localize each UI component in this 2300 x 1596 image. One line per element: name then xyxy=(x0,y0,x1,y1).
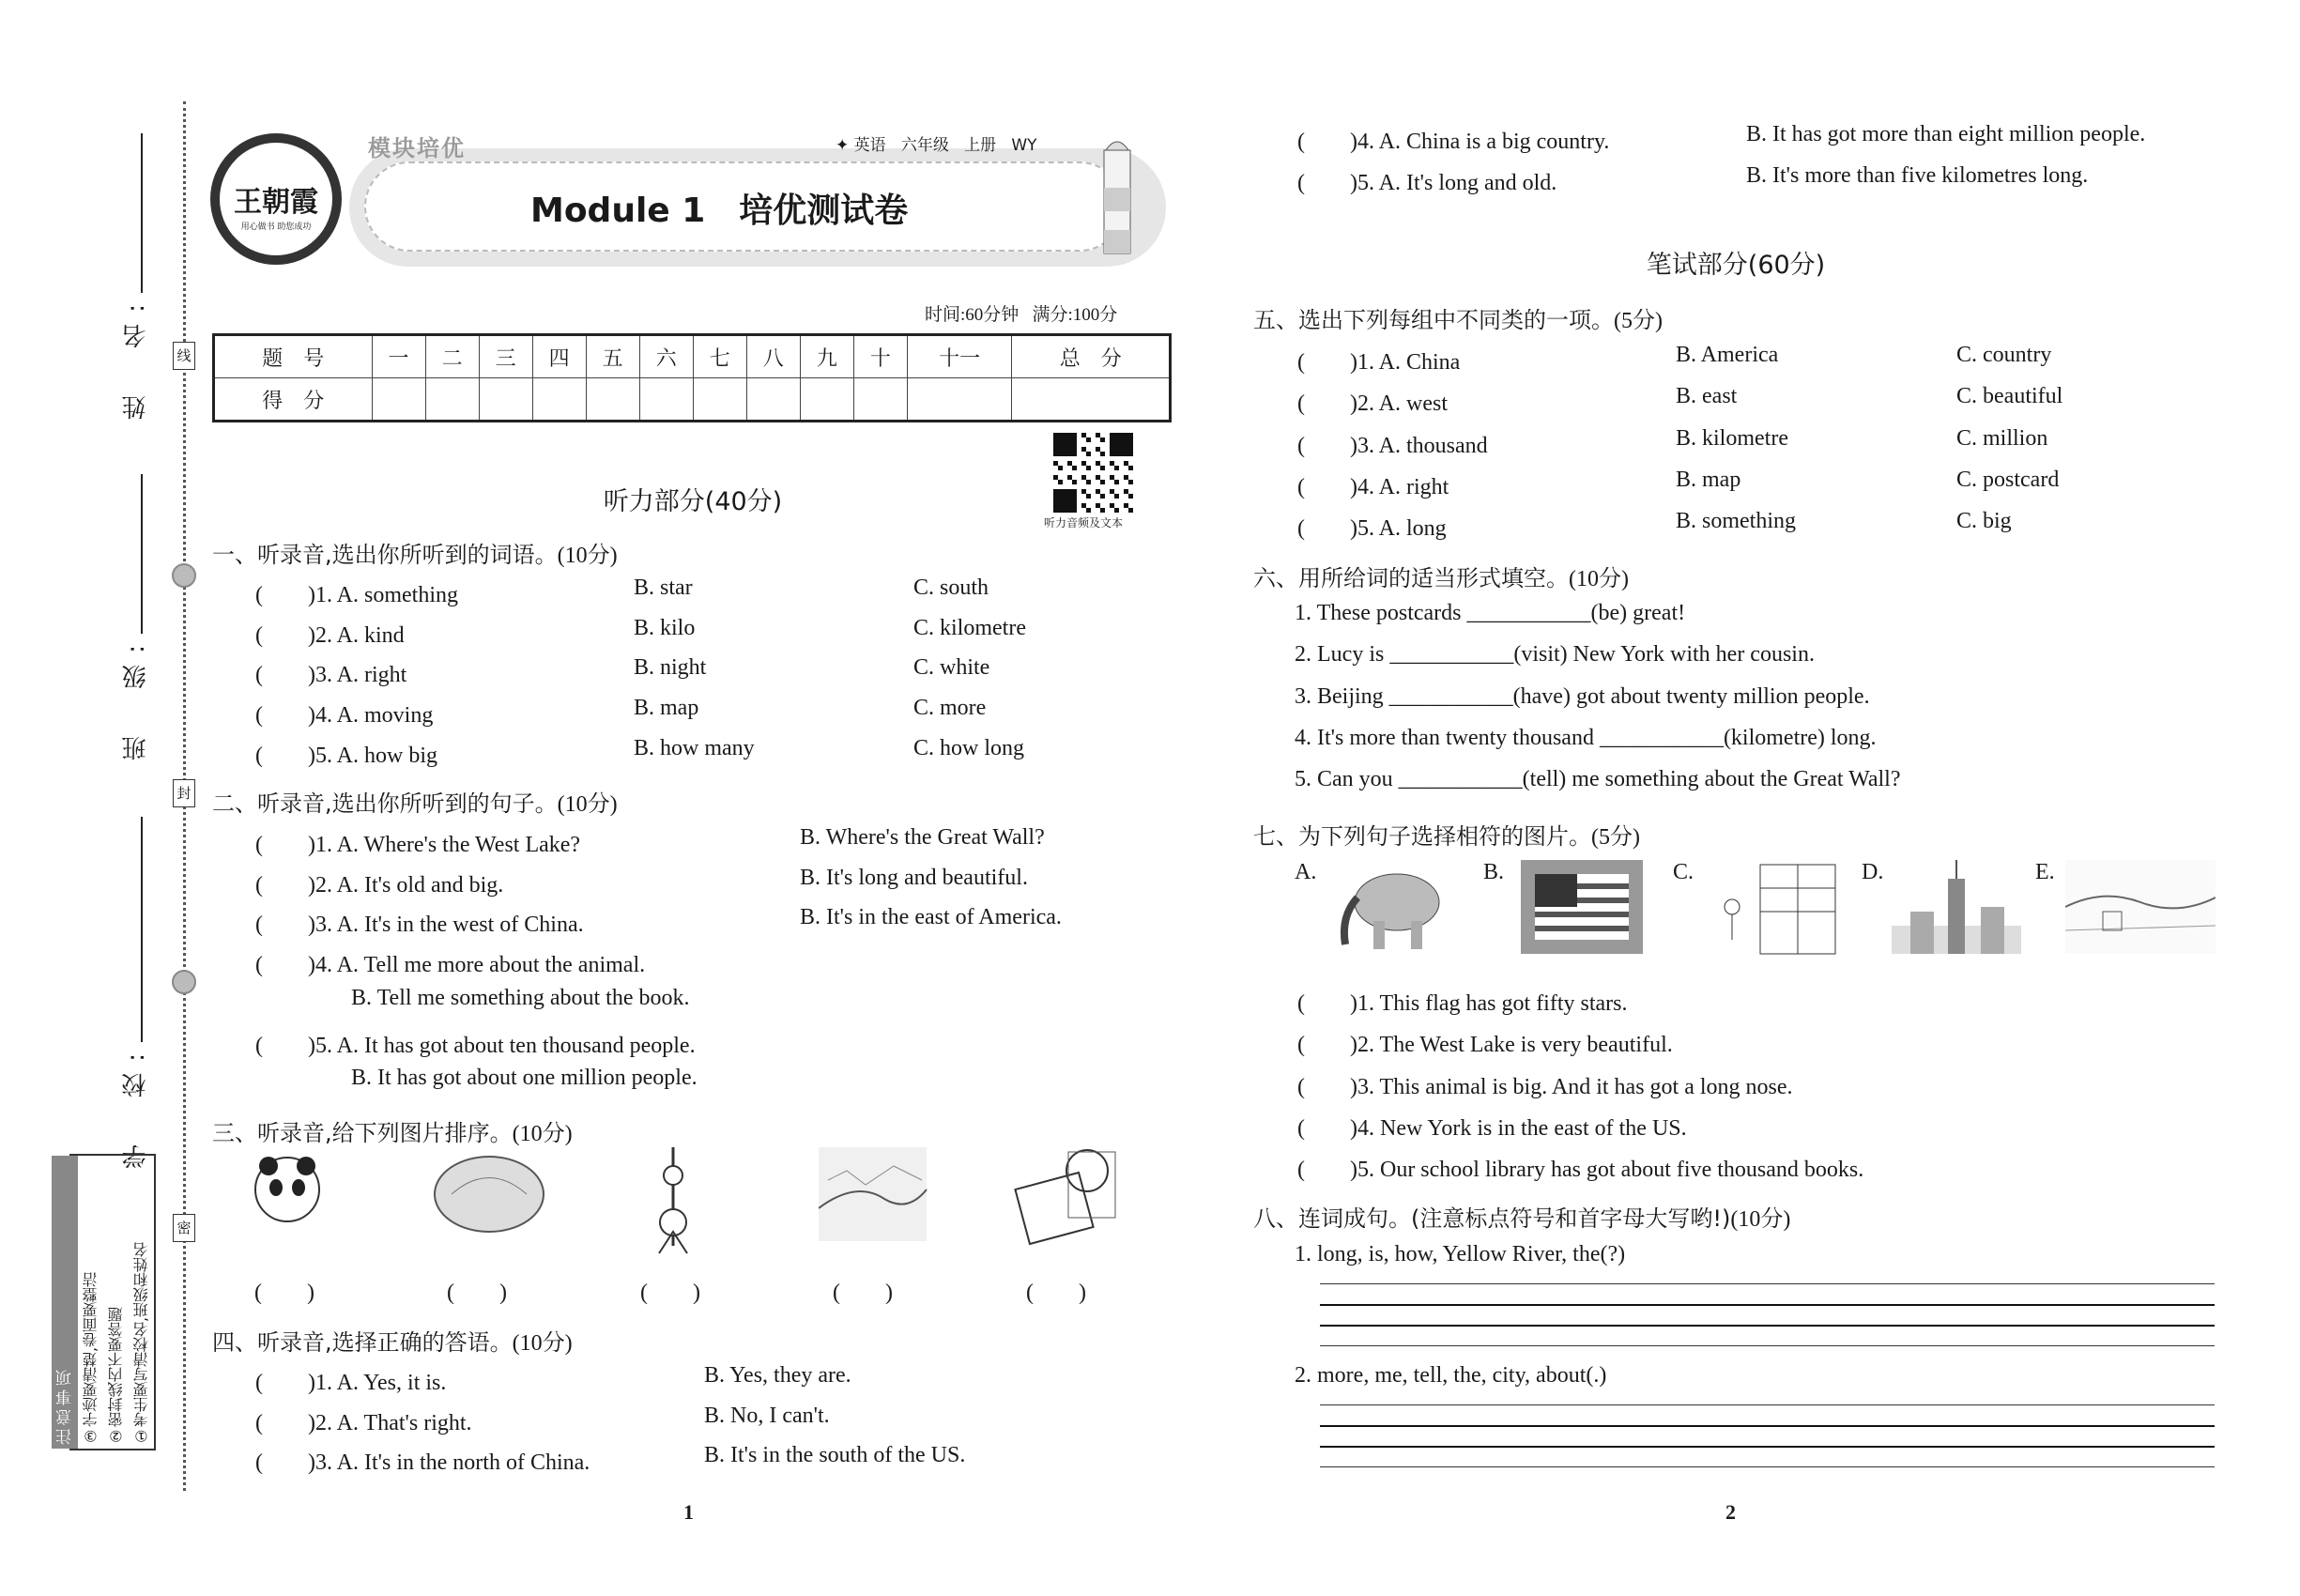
table-header-cell: 十 xyxy=(853,335,907,378)
question-item[interactable]: ( )5. A. long xyxy=(1297,516,1447,542)
class-field[interactable] xyxy=(141,474,143,634)
option: C. more xyxy=(913,696,987,721)
question-item[interactable]: ( )2. A. west xyxy=(1297,391,1448,417)
option: B. star xyxy=(634,575,693,600)
class-label: 班 级: xyxy=(122,634,150,760)
table-header-cell: 七 xyxy=(693,335,746,378)
question-item[interactable]: ( )2. The West Lake is very beautiful. xyxy=(1297,1033,1673,1058)
subject: 英语 xyxy=(853,136,886,155)
option: C. how long xyxy=(913,735,1025,760)
qr-caption: 听力音频及文本 xyxy=(1044,516,1124,529)
option: C. postcard xyxy=(1956,467,2060,492)
notice-item: ①考生要写清校名,班级和姓名 xyxy=(132,1241,150,1445)
question-item[interactable]: ( )2. A. kind xyxy=(255,622,405,648)
option: C. beautiful xyxy=(1956,384,2063,409)
table-header-cell: 二 xyxy=(425,335,479,378)
section-title: 六、用所给词的适当形式填空。 xyxy=(1253,565,1569,591)
volume: 上册 xyxy=(964,136,997,155)
fill-blank-item[interactable]: 4. It's more than twenty thousand ___________(kilometre) long. xyxy=(1295,725,1877,750)
order-blank[interactable]: ( ) xyxy=(447,1281,507,1305)
option: B. Yes, they are. xyxy=(704,1363,851,1388)
school-label: 学 校: xyxy=(122,1042,150,1169)
section-title: 八、连词成句。(注意标点符号和首字母大写哟!) xyxy=(1253,1205,1731,1232)
question-item[interactable]: ( )5. A. how big xyxy=(255,743,437,768)
binding-marker: 封 xyxy=(173,779,195,807)
question-item[interactable]: ( )3. This animal is big. And it has got a long nose. xyxy=(1297,1074,1793,1099)
question-item[interactable]: ( )4. New York is in the east of the US. xyxy=(1297,1115,1687,1141)
name-field[interactable] xyxy=(141,133,143,293)
option: B. night xyxy=(634,655,707,681)
section-points: (10分) xyxy=(1730,1207,1791,1232)
binding-marker: 线 xyxy=(173,342,195,370)
question-item[interactable]: ( )4. A. Tell me more about the animal. xyxy=(255,953,646,978)
option: C. kilometre xyxy=(913,615,1026,640)
picture-option xyxy=(1521,860,1648,959)
section-1-header xyxy=(212,536,618,569)
option: B. map xyxy=(634,696,699,721)
score-cell[interactable] xyxy=(639,378,693,422)
name-label: 姓 名: xyxy=(122,293,150,420)
fill-blank-item[interactable]: 2. Lucy is ___________(visit) New York with her cousin. xyxy=(1295,642,1815,668)
section-2-header xyxy=(212,785,618,818)
question-item[interactable]: ( )3. A. It's in the west of China. xyxy=(255,913,584,938)
option: B. how many xyxy=(634,735,755,760)
table-header-cell: 总 分 xyxy=(1012,335,1171,378)
table-header-cell: 九 xyxy=(800,335,853,378)
score-cell[interactable] xyxy=(372,378,425,422)
picture-map xyxy=(433,1143,545,1260)
question-item[interactable]: ( )4. A. moving xyxy=(255,703,434,729)
logo-text: 王朝霞 xyxy=(234,186,318,219)
section-title: 四、听录音,选择正确的答语。 xyxy=(212,1329,513,1356)
question-item[interactable]: ( )4. A. right xyxy=(1297,474,1449,499)
option: B. Tell me something about the book. xyxy=(351,985,690,1010)
full-score: 满分:100分 xyxy=(1032,305,1118,325)
sentence-item: 2. more, me, tell, the, city, about(.) xyxy=(1295,1363,1607,1388)
writing-title: 笔试部分(60分) xyxy=(1646,251,1826,280)
option: C. south xyxy=(913,575,989,600)
section-points: (5分) xyxy=(1591,825,1640,850)
section-points: (10分) xyxy=(1569,567,1629,591)
notice-title: 注意事项 xyxy=(52,1156,78,1449)
option: B. It has got about one million people. xyxy=(351,1066,698,1091)
option: C. big xyxy=(1956,509,2012,534)
section-title: 五、选出下列每组中不同类的一项。 xyxy=(1253,307,1614,333)
option: B. It has got more than eight million people. xyxy=(1746,122,2146,146)
score-cell[interactable] xyxy=(800,378,853,422)
notice-box xyxy=(56,1154,156,1450)
logo-subtitle: 用心做书 助您成功 xyxy=(240,223,312,232)
answer-line[interactable] xyxy=(1320,1466,2215,1467)
question-item[interactable]: ( )1. This flag has got fifty stars. xyxy=(1297,991,1628,1016)
binding-circle-icon xyxy=(172,563,196,588)
school-field[interactable] xyxy=(141,817,143,1042)
answer-line[interactable] xyxy=(1320,1446,2215,1448)
section-title: 一、听录音,选出你所听到的词语。 xyxy=(212,542,558,568)
section-points: (5分) xyxy=(1614,309,1663,333)
page-number: 1 xyxy=(683,1500,694,1524)
order-blank[interactable]: ( ) xyxy=(833,1281,893,1305)
score-cell[interactable] xyxy=(532,378,586,422)
option: B. something xyxy=(1676,509,1797,534)
picture-letter: C. xyxy=(1673,860,1694,884)
option: B. It's long and beautiful. xyxy=(800,865,1028,890)
option: B. east xyxy=(1676,384,1738,409)
sentence-item: 1. long, is, how, Yellow River, the(?) xyxy=(1295,1242,1626,1266)
table-header-cell: 题 号 xyxy=(214,335,373,378)
table-header-cell: 四 xyxy=(532,335,586,378)
answer-line[interactable] xyxy=(1320,1304,2215,1306)
question-item[interactable]: ( )5. A. It's long and old. xyxy=(1297,171,1557,195)
option: B. kilometre xyxy=(1676,425,1788,451)
question-item[interactable]: ( )3. A. It's in the north of China. xyxy=(255,1450,590,1476)
binding-circle-icon xyxy=(172,970,196,994)
picture-option xyxy=(1892,860,2023,959)
picture-letter: B. xyxy=(1483,860,1505,884)
page-number: 2 xyxy=(1725,1500,1736,1524)
option: B. No, I can't. xyxy=(704,1403,830,1428)
question-item[interactable]: ( )3. A. thousand xyxy=(1297,433,1488,458)
picture-great-wall xyxy=(819,1143,931,1260)
score-table xyxy=(212,333,1172,422)
answer-line[interactable] xyxy=(1320,1404,2215,1405)
score-cell[interactable] xyxy=(479,378,532,422)
section-points: (10分) xyxy=(557,792,618,817)
score-cell[interactable] xyxy=(853,378,907,422)
option: B. map xyxy=(1676,467,1741,492)
option: B. It's in the east of America. xyxy=(800,905,1062,930)
edition: WY xyxy=(1011,136,1037,155)
fill-blank-item[interactable]: 1. These postcards ___________(be) great! xyxy=(1295,601,1686,625)
picture-letter: A. xyxy=(1295,860,1317,884)
notice-item: ②密封线内不要答题 xyxy=(107,1307,125,1445)
series-label: 模块培优 xyxy=(368,135,466,161)
score-cell[interactable] xyxy=(693,378,746,422)
order-blank[interactable]: ( ) xyxy=(640,1281,700,1305)
table-header-cell: 三 xyxy=(479,335,532,378)
table-header-cell: 一 xyxy=(372,335,425,378)
question-item[interactable]: ( )5. Our school library has got about five thousand books. xyxy=(1297,1158,1864,1183)
time-limit: 时间:60分钟 xyxy=(925,305,1020,325)
listening-title: 听力部分(40分) xyxy=(603,487,783,516)
grade: 六年级 xyxy=(900,136,949,155)
lighthouse-icon xyxy=(1089,131,1145,263)
section-title: 三、听录音,给下列图片排序。 xyxy=(212,1120,513,1146)
score-cell[interactable] xyxy=(746,378,800,422)
option: C. million xyxy=(1956,425,2048,451)
question-item[interactable]: ( )1. A. Where's the West Lake? xyxy=(255,833,581,857)
section-title: 七、为下列句子选择相符的图片。 xyxy=(1253,823,1591,850)
section-7-header xyxy=(1253,818,1640,851)
option: B. kilo xyxy=(634,615,696,640)
fill-blank-item[interactable]: 3. Beijing ___________(have) got about twenty million people. xyxy=(1295,683,1870,709)
question-item[interactable]: ( )2. A. That's right. xyxy=(255,1410,472,1435)
section-8-header xyxy=(1253,1200,1790,1233)
answer-line[interactable] xyxy=(1320,1283,2215,1284)
option: C. white xyxy=(913,655,990,681)
score-cell[interactable] xyxy=(907,378,1012,422)
section-6-header xyxy=(1253,560,1629,592)
section-points: (10分) xyxy=(557,544,618,568)
score-cell[interactable] xyxy=(425,378,479,422)
answer-line[interactable] xyxy=(1320,1425,2215,1427)
sparkle-icon: ✦ xyxy=(836,136,854,155)
fill-blank-item[interactable]: 5. Can you ___________(tell) me something about the Great Wall? xyxy=(1295,767,1901,792)
picture-tv-tower xyxy=(626,1143,739,1260)
option: C. country xyxy=(1956,343,2052,367)
table-row-label: 得 分 xyxy=(214,378,373,422)
table-header-cell: 六 xyxy=(639,335,693,378)
section-4-header xyxy=(212,1324,573,1357)
question-item[interactable]: ( )2. A. It's old and big. xyxy=(255,872,504,898)
table-header-cell: 八 xyxy=(746,335,800,378)
order-blank[interactable]: ( ) xyxy=(1026,1281,1086,1305)
notice-item: ③字迹要清楚,卷面要整洁 xyxy=(82,1271,100,1445)
option: B. America xyxy=(1676,343,1779,367)
section-title: 二、听录音,选出你所听到的句子。 xyxy=(212,790,558,817)
picture-panda xyxy=(240,1143,353,1260)
option: B. Where's the Great Wall? xyxy=(800,825,1045,850)
picture-letter: D. xyxy=(1862,860,1884,884)
publisher-logo xyxy=(210,133,342,265)
question-item[interactable]: ( )4. A. China is a big country. xyxy=(1297,130,1610,154)
qr-code-icon[interactable] xyxy=(1053,433,1134,514)
section-points: (10分) xyxy=(512,1122,573,1146)
question-item[interactable]: ( )1. A. something xyxy=(255,583,458,607)
section-points: (10分) xyxy=(512,1331,573,1356)
table-header-cell: 十一 xyxy=(907,335,1012,378)
binding-marker: 密 xyxy=(173,1214,195,1242)
question-item[interactable]: ( )5. A. It has got about ten thousand people. xyxy=(255,1033,696,1058)
option: B. It's in the south of the US. xyxy=(704,1443,966,1468)
question-item[interactable]: ( )1. A. Yes, it is. xyxy=(255,1371,447,1395)
score-cell[interactable] xyxy=(586,378,639,422)
order-blank[interactable]: ( ) xyxy=(254,1281,314,1305)
question-item[interactable]: ( )3. A. right xyxy=(255,663,407,688)
page-title: Module 1 培优测试卷 xyxy=(530,192,909,230)
picture-option xyxy=(1704,860,1840,959)
answer-line[interactable] xyxy=(1320,1325,2215,1327)
option: B. It's more than five kilometres long. xyxy=(1746,163,2089,188)
picture-option xyxy=(2065,860,2216,959)
picture-postcard xyxy=(1012,1143,1125,1260)
answer-line[interactable] xyxy=(1320,1345,2215,1346)
table-header-cell: 五 xyxy=(586,335,639,378)
score-cell[interactable] xyxy=(1012,378,1171,422)
picture-option xyxy=(1331,860,1444,959)
section-5-header xyxy=(1253,301,1663,334)
picture-letter: E. xyxy=(2035,860,2055,884)
question-item[interactable]: ( )1. A. China xyxy=(1297,350,1461,375)
